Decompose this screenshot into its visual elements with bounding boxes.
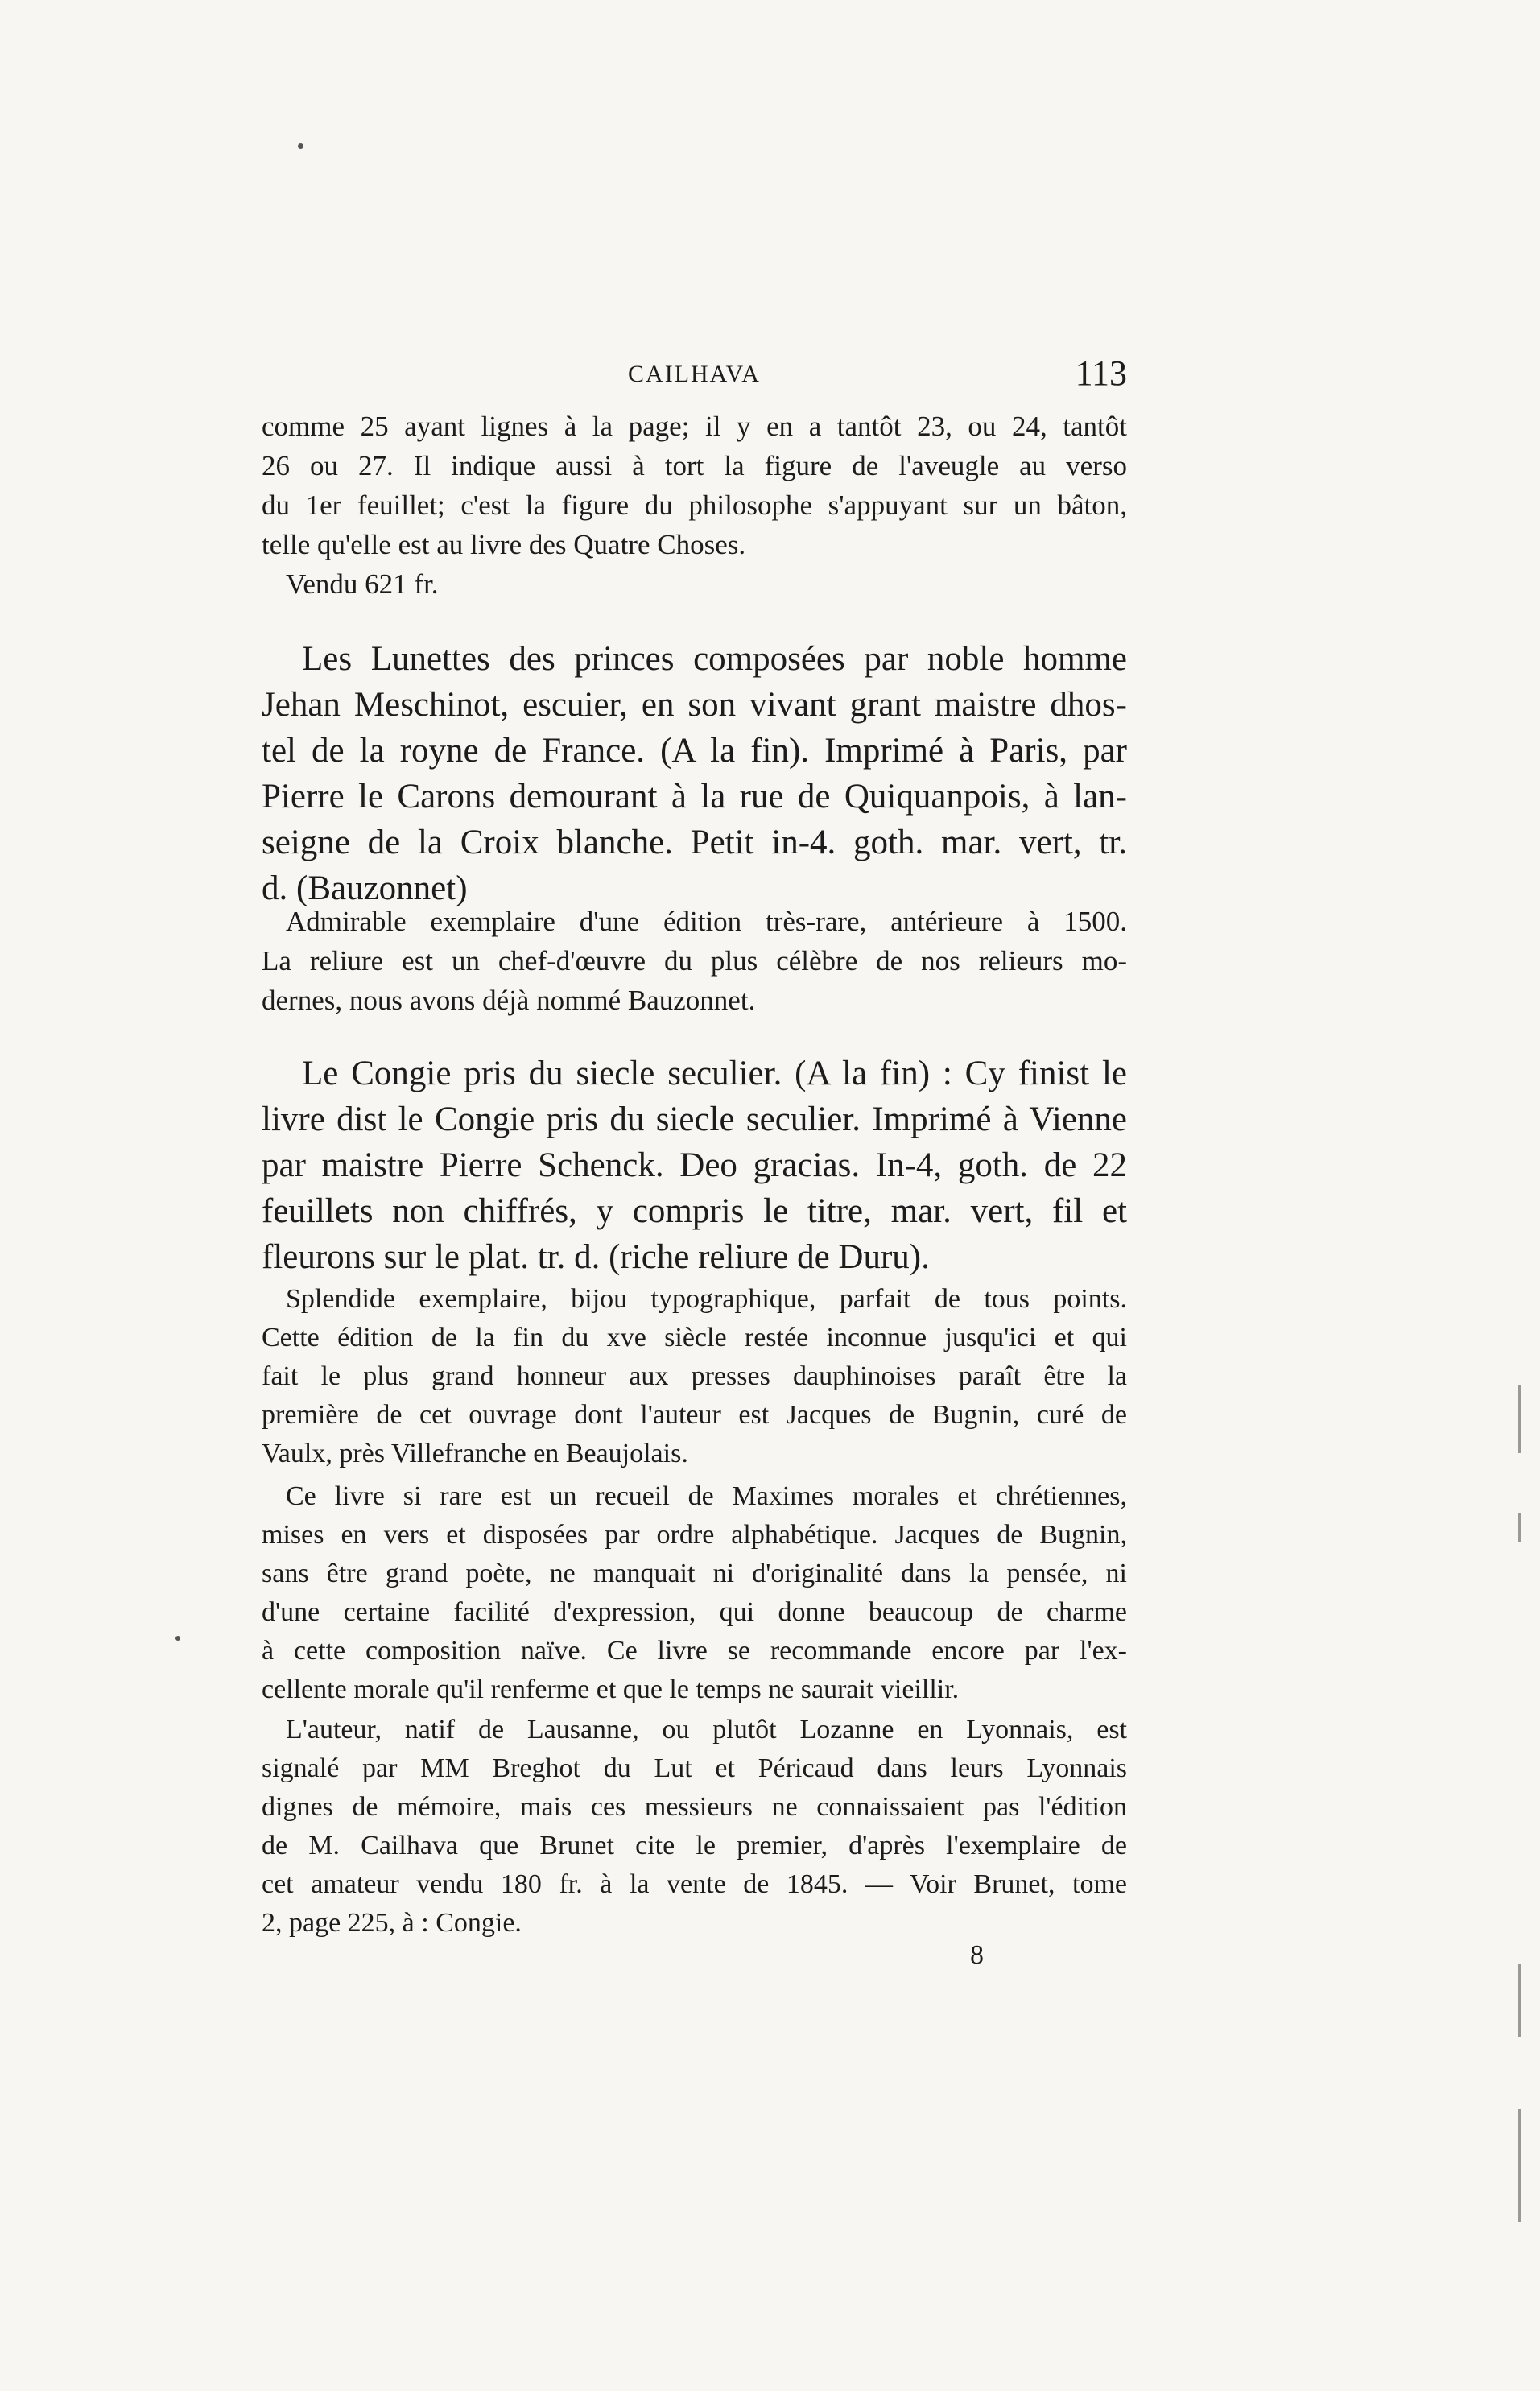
text-line: 26 ou 27. Il indique aussi à tort la figure de l'aveugle au verso	[262, 450, 1127, 481]
text-line: seigne de la Croix blanche. Petit in-4. goth. mar. vert, tr.	[262, 824, 1127, 861]
text-line: Ce livre si rare est un recueil de Maximes morales et chrétiennes,	[286, 1481, 1127, 1511]
text-line: d'une certaine facilité d'expression, qui donne beaucoup de charme	[262, 1597, 1127, 1627]
text-line: fleurons sur le plat. tr. d. (riche reliure de Duru).	[262, 1238, 930, 1276]
text-line: tel de la royne de France. (A la fin). Imprimé à Paris, par	[262, 732, 1127, 770]
text-line: cellente morale qu'il renferme et que le temps ne saurait vieillir.	[262, 1675, 960, 1704]
text-line: à cette composition naïve. Ce livre se recommande encore par l'ex-	[262, 1636, 1127, 1666]
text-line: sans être grand poète, ne manquait ni d'originalité dans la pensée, ni	[262, 1559, 1127, 1588]
text-line: de M. Cailhava que Brunet cite le premier, d'après l'exemplaire de	[262, 1831, 1127, 1860]
text-line: Pierre le Carons demourant à la rue de Quiquanpois, à lan-	[262, 778, 1127, 816]
text-line: La reliure est un chef-d'œuvre du plus célèbre de nos relieurs mo-	[262, 945, 1127, 977]
paragraph-continuation	[262, 407, 1127, 604]
running-title: CAILHAVA	[628, 361, 761, 387]
text-line: feuillets non chiffrés, y compris le titre, mar. vert, fil et	[262, 1192, 1127, 1230]
text-line: dernes, nous avons déjà nommé Bauzonnet.	[262, 985, 756, 1016]
text-line: dignes de mémoire, mais ces messieurs ne connaissaient pas l'édition	[262, 1792, 1127, 1822]
page-number: 113	[1075, 353, 1127, 393]
margin-mark	[1518, 1964, 1521, 2037]
note-congie-1	[262, 1280, 1127, 1473]
entry-title-line: Le Congie pris du siecle seculier. (A la fin) : Cy finist le	[302, 1055, 1127, 1092]
text-line: livre dist le Congie pris du siecle seculier. Imprimé à Vienne	[262, 1101, 1127, 1138]
signature-mark: 8	[970, 1940, 984, 1970]
ink-speck	[175, 1636, 180, 1641]
text-line: mises en vers et disposées par ordre alphabétique. Jacques de Bugnin,	[262, 1520, 1127, 1550]
text-line: Vendu 621 fr.	[286, 568, 439, 600]
text-line: Vaulx, près Villefranche en Beaujolais.	[262, 1439, 688, 1468]
page-header	[262, 353, 1127, 401]
text-line: Jehan Meschinot, escuier, en son vivant grant maistre dhos-	[262, 686, 1127, 724]
text-line: 2, page 225, à : Congie.	[262, 1908, 522, 1938]
catalogue-entry-lunettes	[262, 636, 1127, 911]
entry-title-line: Les Lunettes des princes composées par noble homme	[302, 640, 1127, 678]
text-line: du 1er feuillet; c'est la figure du philosophe s'appuyant sur un bâton,	[262, 489, 1127, 521]
text-line: telle qu'elle est au livre des Quatre Choses.	[262, 529, 746, 560]
text-line: Splendide exemplaire, bijou typographique, parfait de tous points.	[286, 1284, 1127, 1314]
margin-mark	[1518, 2109, 1521, 2222]
text-line: Cette édition de la fin du xve siècle restée inconnue jusqu'ici et qui	[262, 1323, 1127, 1352]
text-line: première de cet ouvrage dont l'auteur est Jacques de Bugnin, curé de	[262, 1400, 1127, 1430]
text-line: fait le plus grand honneur aux presses dauphinoises paraît être la	[262, 1361, 1127, 1391]
text-line: cet amateur vendu 180 fr. à la vente de 1845. — Voir Brunet, tome	[262, 1869, 1127, 1899]
text-line: Admirable exemplaire d'une édition très-rare, antérieure à 1500.	[286, 906, 1127, 937]
text-line: L'auteur, natif de Lausanne, ou plutôt Lozanne en Lyonnais, est	[286, 1715, 1127, 1745]
text-line: signalé par MM Breghot du Lut et Péricaud dans leurs Lyonnais	[262, 1753, 1127, 1783]
ink-speck	[298, 143, 303, 149]
text-line: comme 25 ayant lignes à la page; il y en a tantôt 23, ou 24, tantôt	[262, 411, 1127, 442]
margin-mark	[1518, 1513, 1521, 1542]
note-congie-2	[262, 1477, 1127, 1709]
margin-mark	[1518, 1385, 1521, 1453]
note-lunettes	[262, 902, 1127, 1020]
text-line: d. (Bauzonnet)	[262, 869, 468, 907]
catalogue-entry-congie	[262, 1051, 1127, 1280]
text-line: par maistre Pierre Schenck. Deo gracias. In-4, goth. de 22	[262, 1146, 1127, 1184]
note-congie-3	[262, 1711, 1127, 1943]
